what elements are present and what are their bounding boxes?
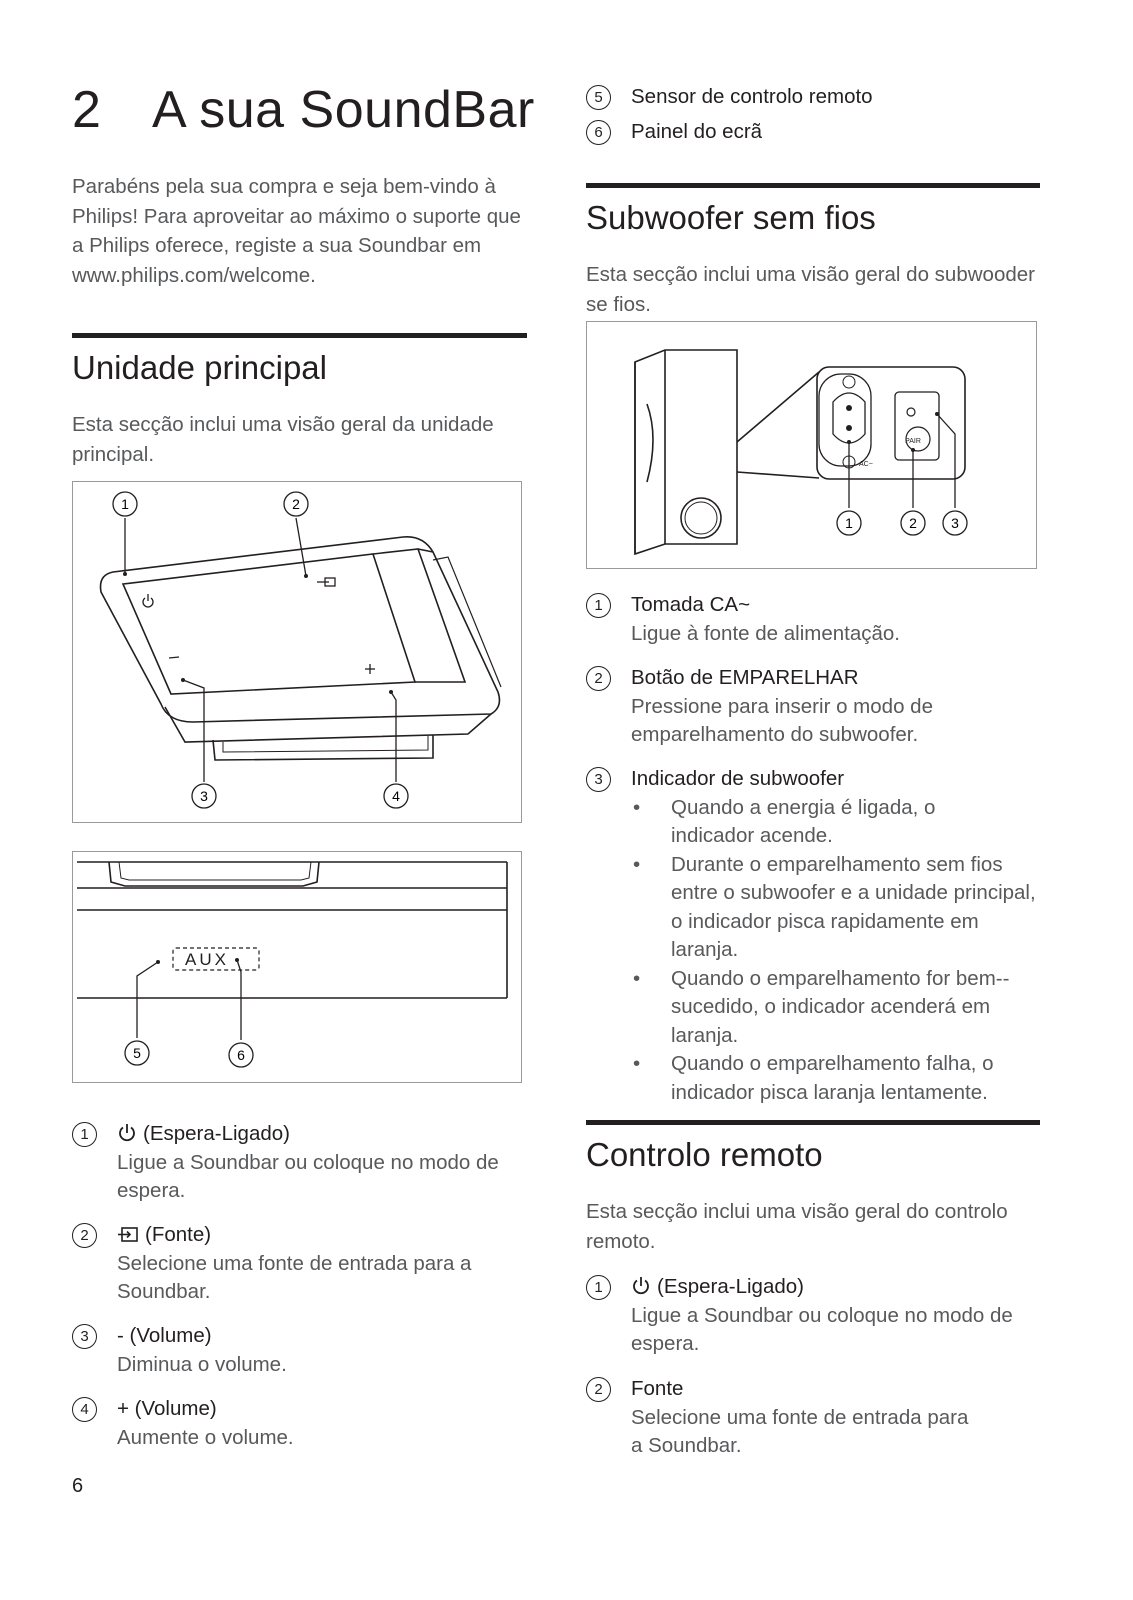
main-unit-section — [72, 333, 527, 469]
intro-paragraph: Parabéns pela sua compra e seja bem-vindo à Philips! Para aproveitar ao máximo o suporte que a Philips oferece, registe a sua Soundbar em www.philips.com/welcome. — [72, 175, 521, 287]
item-marker: 6 — [586, 120, 611, 145]
indicator-bullet-list — [631, 794, 1066, 1108]
svg-text:1: 1 — [121, 496, 129, 512]
item-marker: 2 — [72, 1223, 97, 1248]
item-desc: Selecione uma fonte de entrada para a Soundbar. — [117, 1251, 472, 1303]
svg-text:4: 4 — [392, 788, 400, 804]
item-title: - (Volume) — [117, 1324, 212, 1347]
ac-label: AC~ — [859, 461, 873, 468]
svg-text:3: 3 — [951, 515, 959, 531]
display-illustration — [73, 852, 521, 1082]
item-title: Painel do ecrã — [631, 120, 763, 143]
display-figure — [72, 851, 522, 1083]
item-marker: 2 — [586, 1377, 611, 1402]
item-title: Tomada CA~ — [631, 593, 751, 616]
main-unit-figure — [72, 481, 522, 823]
item-desc: Ligue a Soundbar ou coloque no modo de espera. — [117, 1150, 499, 1202]
item-title: + (Volume) — [117, 1397, 217, 1420]
svg-text:2: 2 — [909, 515, 917, 531]
figure2-callout-6 — [229, 1043, 253, 1067]
item-desc: Aumente o volume. — [117, 1425, 294, 1449]
subwoofer-callout-3 — [943, 511, 967, 535]
svg-text:6: 6 — [237, 1047, 245, 1063]
subwoofer-section — [586, 183, 1040, 319]
main-unit-item-5 — [586, 83, 1066, 112]
item-marker: 3 — [586, 767, 611, 792]
remote-item-1 — [586, 1273, 1066, 1359]
item-title: (Espera-Ligado) — [657, 1275, 804, 1298]
svg-text:2: 2 — [292, 496, 300, 512]
section-rule — [72, 333, 527, 338]
item-title: Sensor de controlo remoto — [631, 85, 873, 108]
main-unit-item-3 — [72, 1322, 538, 1379]
subwoofer-item-2 — [586, 664, 1066, 750]
item-desc: Ligue à fonte de alimentação. — [631, 621, 900, 645]
source-icon — [117, 1226, 139, 1244]
subwoofer-item-3 — [586, 765, 1066, 1107]
main-unit-heading: Unidade principal — [72, 349, 327, 386]
figure2-callout-5 — [125, 1041, 149, 1065]
subwoofer-illustration — [587, 322, 1036, 568]
subwoofer-callout-2 — [901, 511, 925, 535]
main-unit-item-2 — [72, 1221, 538, 1307]
subwoofer-callout-1 — [837, 511, 861, 535]
bullet-item: • Quando a energia é ligada, o indicador acende. — [631, 794, 1021, 851]
power-icon — [117, 1123, 137, 1143]
subwoofer-item-1 — [586, 591, 1066, 648]
svg-text:1: 1 — [845, 515, 853, 531]
subwoofer-figure — [586, 321, 1037, 569]
item-title: (Espera-Ligado) — [143, 1122, 290, 1145]
main-unit-item-4 — [72, 1395, 538, 1452]
main-unit-item-6 — [586, 118, 1066, 147]
page-number: 6 — [72, 1475, 84, 1497]
item-desc: Pressione para inserir o modo de emparelhamento do subwoofer. — [631, 694, 933, 746]
main-unit-lead: Esta secção inclui uma visão geral da unidade principal. — [72, 413, 494, 466]
display-aux-text: AUX — [185, 950, 229, 969]
item-title: (Fonte) — [145, 1223, 212, 1246]
main-unit-illustration — [73, 482, 521, 822]
figure1-callout-3 — [192, 784, 216, 808]
remote-item-2 — [586, 1375, 1066, 1461]
pair-label: PAIR — [905, 438, 921, 445]
bullet-item: • Durante o emparelhamento sem fios entre o subwoofer e a unidade principal, o indicador pisca rapidamente em laranja. — [631, 851, 1043, 965]
item-title: Fonte — [631, 1377, 684, 1400]
item-title: Botão de EMPARELHAR — [631, 666, 859, 689]
section-rule — [586, 1120, 1040, 1125]
item-marker: 1 — [586, 593, 611, 618]
main-unit-item-1 — [72, 1120, 538, 1206]
item-marker: 1 — [586, 1275, 611, 1300]
figure1-callout-2 — [284, 492, 308, 516]
svg-text:5: 5 — [133, 1045, 141, 1061]
bullet-item: • Quando o emparelhamento falha, o indicador pisca laranja lentamente. — [631, 1050, 1011, 1107]
item-marker: 5 — [586, 85, 611, 110]
power-icon — [631, 1276, 651, 1296]
figure1-callout-4 — [384, 784, 408, 808]
item-title: Indicador de subwoofer — [631, 767, 845, 790]
subwoofer-lead: Esta secção inclui uma visão geral do subwooder se fios. — [586, 263, 1035, 316]
bullet-item: • Quando o emparelhamento for bem--sucedido, o indicador acenderá em laranja. — [631, 965, 1021, 1051]
chapter-number: 2 — [72, 81, 102, 139]
svg-text:3: 3 — [200, 788, 208, 804]
chapter-title: A sua SoundBar — [152, 81, 535, 139]
item-desc: Selecione uma fonte de entrada para a Soundbar. — [631, 1405, 969, 1457]
subwoofer-heading: Subwoofer sem fios — [586, 199, 876, 236]
item-marker: 2 — [586, 666, 611, 691]
remote-section — [586, 1120, 1040, 1256]
section-rule — [586, 183, 1040, 188]
item-marker: 1 — [72, 1122, 97, 1147]
figure1-callout-1 — [113, 492, 137, 516]
remote-lead: Esta secção inclui uma visão geral do controlo remoto. — [586, 1200, 1008, 1253]
item-marker: 4 — [72, 1397, 97, 1422]
item-desc: Ligue a Soundbar ou coloque no modo de espera. — [631, 1303, 1013, 1355]
chapter-heading — [72, 80, 535, 140]
item-desc: Diminua o volume. — [117, 1352, 287, 1376]
item-marker: 3 — [72, 1324, 97, 1349]
remote-heading: Controlo remoto — [586, 1136, 823, 1173]
